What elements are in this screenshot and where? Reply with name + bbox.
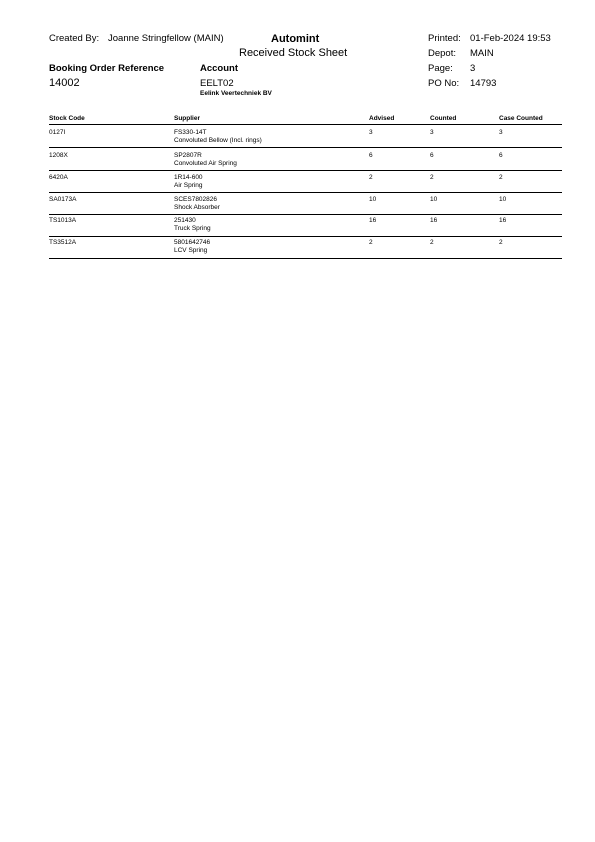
row-divider (49, 192, 562, 193)
description-cell: Convoluted Bellow (Incl. rings) (174, 137, 262, 144)
case-counted-cell: 2 (499, 174, 503, 181)
advised-cell: 2 (369, 174, 373, 181)
printed-label: Printed: (428, 33, 461, 44)
advised-cell: 2 (369, 239, 373, 246)
row-divider (49, 170, 562, 171)
row-divider (49, 214, 562, 215)
created-by-value: Joanne Stringfellow (MAIN) (108, 33, 224, 44)
col-header-stock-code: Stock Code (49, 115, 85, 122)
description-cell: Convoluted Air Spring (174, 160, 237, 167)
po-value: 14793 (470, 78, 497, 89)
counted-cell: 2 (430, 239, 434, 246)
row-divider (49, 258, 562, 259)
supplier-code-cell: 251430 (174, 217, 196, 224)
created-by-label: Created By: (49, 33, 100, 44)
case-counted-cell: 16 (499, 217, 507, 224)
printed-value: 01-Feb-2024 19:53 (470, 33, 551, 44)
counted-cell: 16 (430, 217, 438, 224)
stock-code-cell: 1208X (49, 152, 68, 159)
page-value: 3 (470, 63, 476, 74)
depot-label: Depot: (428, 48, 456, 59)
counted-cell: 10 (430, 196, 438, 203)
stock-code-cell: 6420A (49, 174, 68, 181)
col-header-counted: Counted (430, 115, 457, 122)
stock-code-cell: 0127I (49, 129, 66, 136)
sheet-title: Received Stock Sheet (239, 47, 348, 59)
stock-code-cell: TS3512A (49, 239, 77, 246)
advised-cell: 6 (369, 152, 373, 159)
supplier-code-cell: 1R14-600 (174, 174, 203, 181)
counted-cell: 2 (430, 174, 434, 181)
supplier-code-cell: FS330-14T (174, 129, 207, 136)
booking-ref-value: 14002 (49, 77, 80, 89)
account-code: EELT02 (200, 78, 234, 89)
booking-ref-label: Booking Order Reference (49, 63, 165, 74)
account-label: Account (200, 63, 238, 74)
advised-cell: 10 (369, 196, 377, 203)
col-header-supplier: Supplier (174, 115, 201, 122)
stock-code-cell: SA0173A (49, 196, 77, 203)
case-counted-cell: 2 (499, 239, 503, 246)
col-header-advised: Advised (369, 115, 395, 122)
depot-value: MAIN (470, 48, 494, 59)
counted-cell: 3 (430, 129, 434, 136)
description-cell: Truck Spring (174, 225, 211, 232)
description-cell: Air Spring (174, 182, 203, 189)
page-label: Page: (428, 63, 453, 74)
stock-code-cell: TS1013A (49, 217, 77, 224)
case-counted-cell: 6 (499, 152, 503, 159)
case-counted-cell: 3 (499, 129, 503, 136)
case-counted-cell: 10 (499, 196, 507, 203)
supplier-code-cell: SP2807R (174, 152, 202, 159)
advised-cell: 3 (369, 129, 373, 136)
description-cell: Shock Absorber (174, 204, 220, 211)
po-label: PO No: (428, 78, 460, 89)
supplier-code-cell: SCES7802826 (174, 196, 218, 203)
row-divider (49, 147, 562, 148)
advised-cell: 16 (369, 217, 377, 224)
col-header-case-counted: Case Counted (499, 115, 543, 122)
company-name: Automint (271, 33, 320, 45)
row-divider (49, 236, 562, 237)
account-name: Eelink Veertechniek BV (200, 90, 272, 97)
description-cell: LCV Spring (174, 247, 208, 254)
supplier-code-cell: 5801642746 (174, 239, 211, 246)
counted-cell: 6 (430, 152, 434, 159)
header-divider (49, 124, 562, 125)
